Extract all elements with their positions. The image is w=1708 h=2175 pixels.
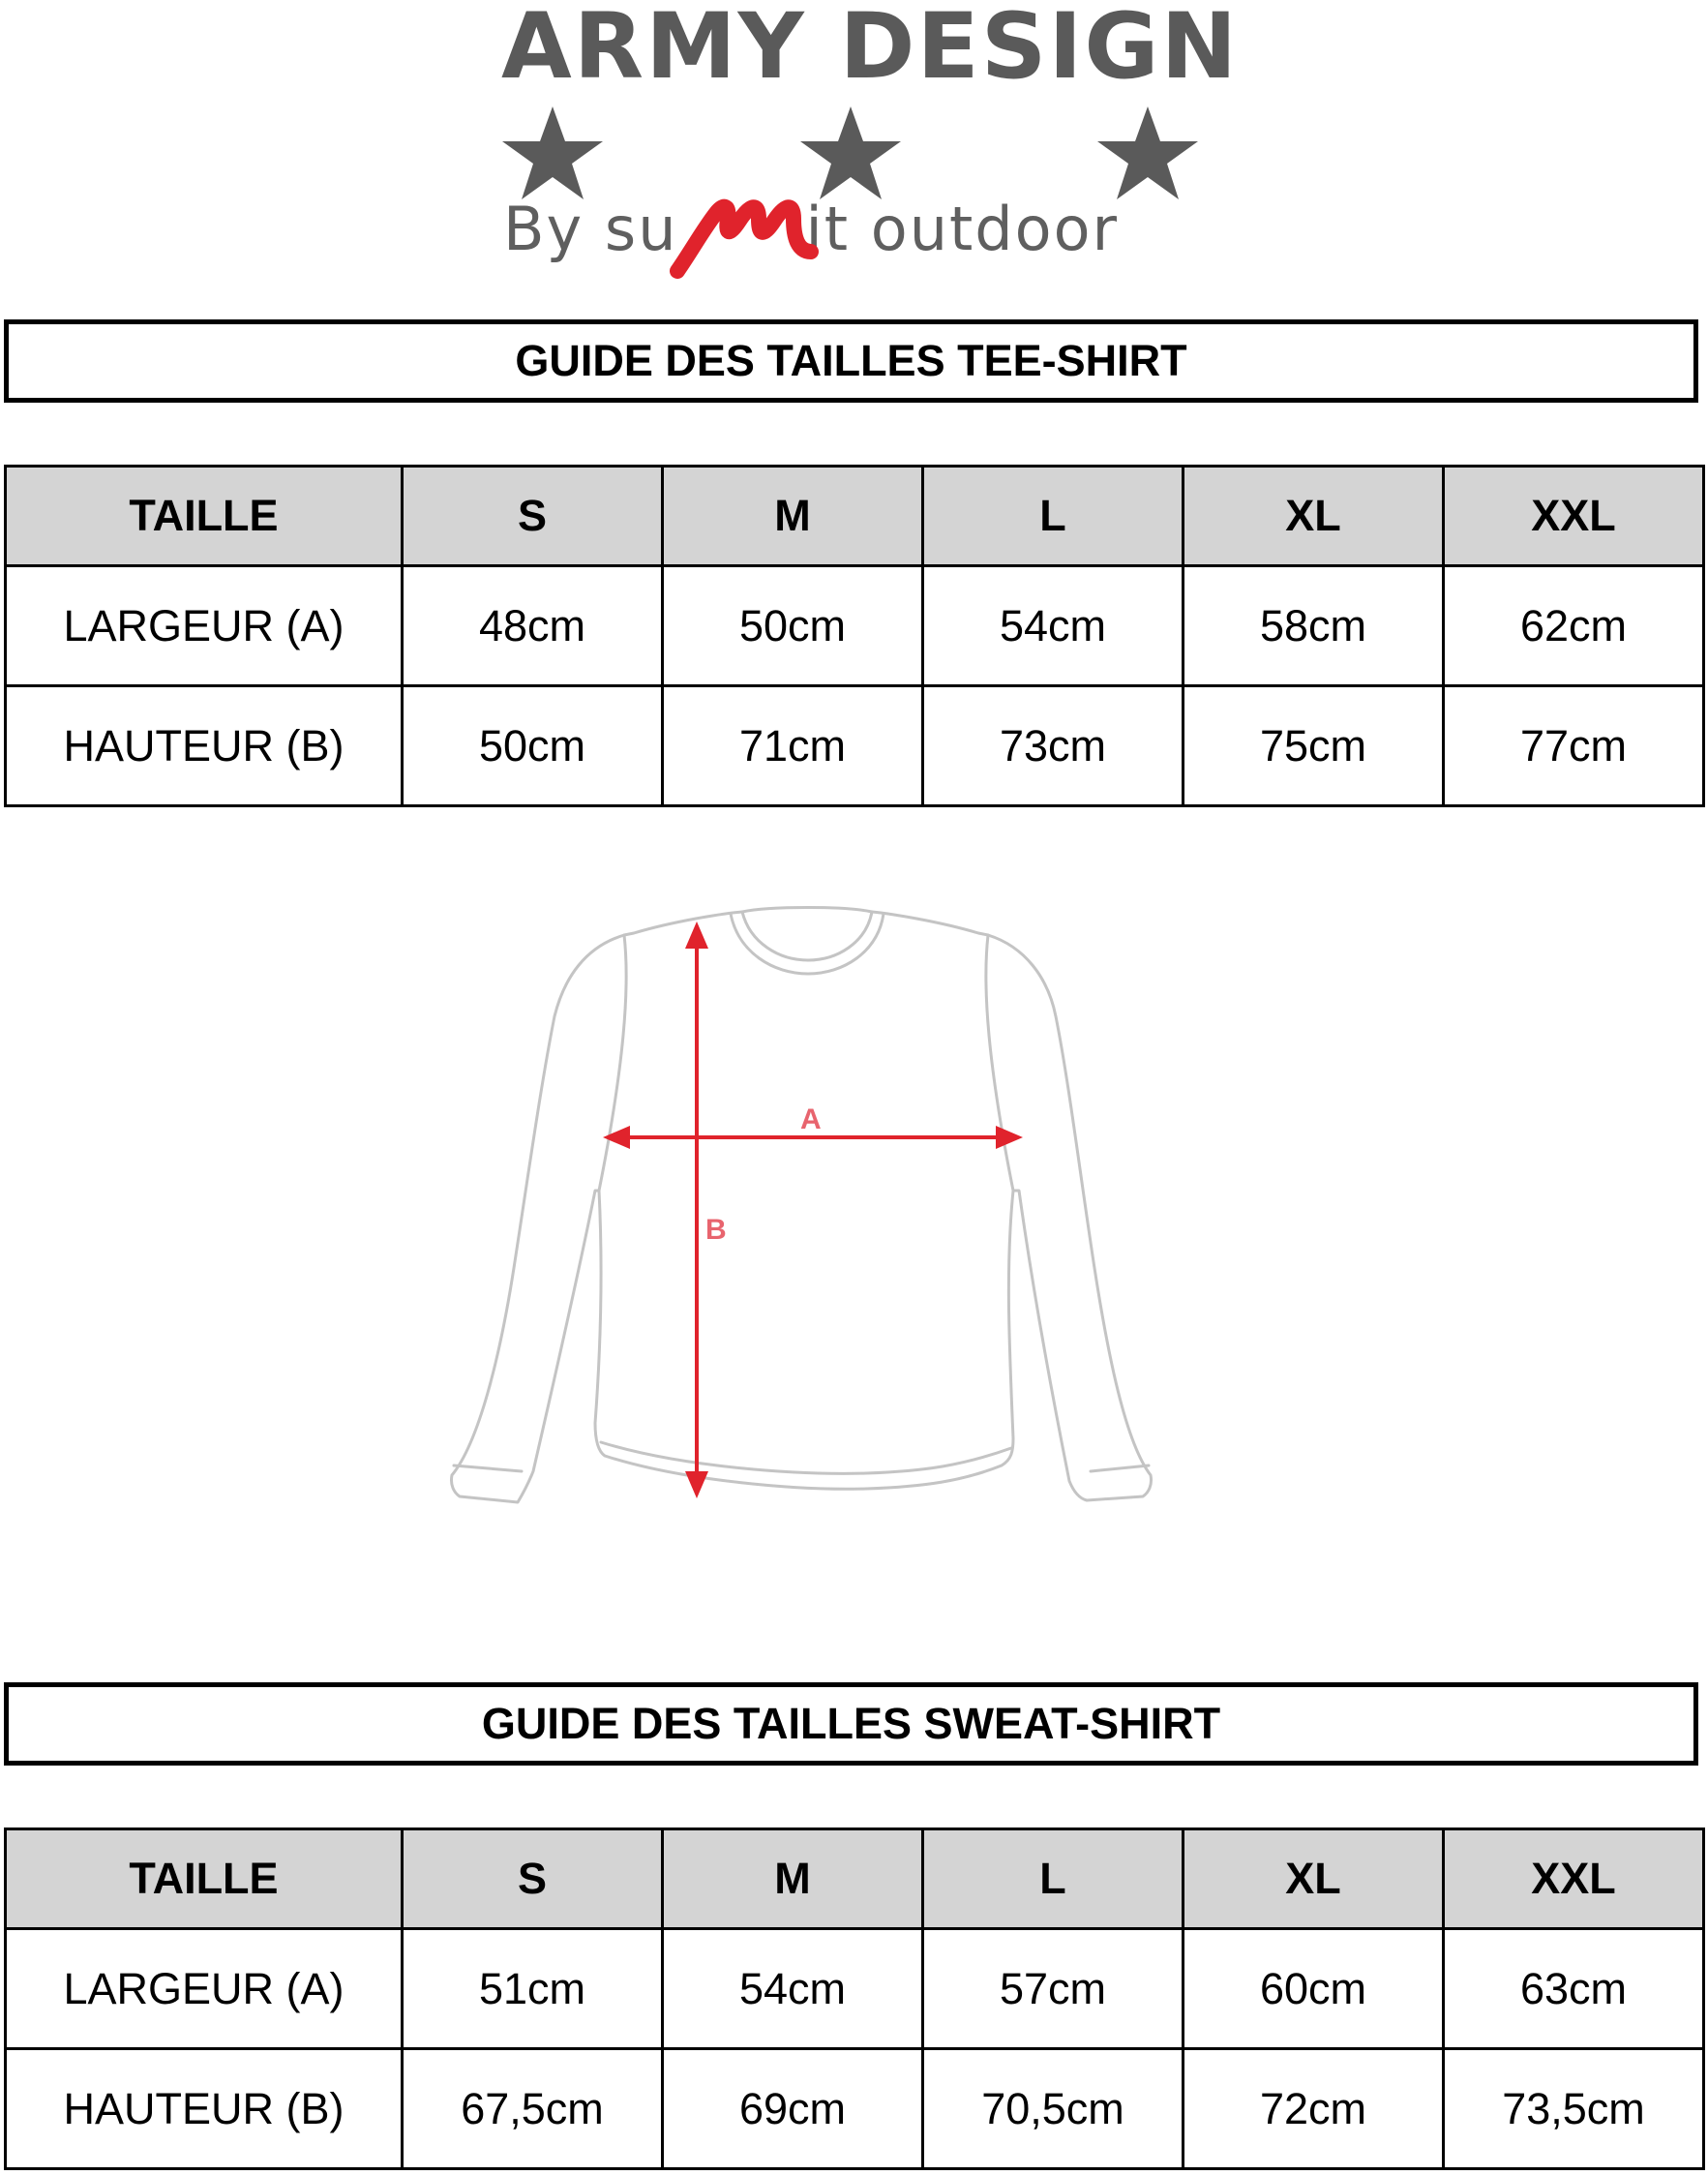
sweat-size-guide-title: GUIDE DES TAILLES SWEAT-SHIRT <box>4 1682 1698 1766</box>
summit-mm-logo-mark <box>670 192 824 279</box>
table-cell: 62cm <box>1444 566 1704 686</box>
header-cell: XXL <box>1444 467 1704 566</box>
arrow-up-icon <box>685 921 708 949</box>
header-cell: L <box>923 1829 1184 1929</box>
table-cell: 54cm <box>923 566 1184 686</box>
table-row <box>6 1929 1704 2049</box>
arrow-down-icon <box>685 1471 708 1498</box>
arrow-right-icon <box>996 1126 1023 1149</box>
row-label: HAUTEUR (B) <box>6 2049 403 2169</box>
table-cell: 70,5cm <box>923 2049 1184 2169</box>
dimension-label-a: A <box>800 1103 822 1135</box>
row-label: HAUTEUR (B) <box>6 686 403 806</box>
dimension-label-b: B <box>705 1214 727 1246</box>
star-icon <box>796 105 905 201</box>
header-cell: S <box>403 1829 663 1929</box>
table-cell: 73,5cm <box>1444 2049 1704 2169</box>
tagline-prefix: By su <box>503 194 678 264</box>
dimension-arrows <box>603 921 1023 1498</box>
table-cell: 57cm <box>923 1929 1184 2049</box>
table-cell: 77cm <box>1444 686 1704 806</box>
tee-size-table <box>4 465 1705 807</box>
header-cell: XXL <box>1444 1829 1704 1929</box>
table-cell: 69cm <box>663 2049 923 2169</box>
header-cell: M <box>663 1829 923 1929</box>
table-cell: 58cm <box>1184 566 1444 686</box>
header-cell: XL <box>1184 1829 1444 1929</box>
table-cell: 63cm <box>1444 1929 1704 2049</box>
table-row <box>6 686 1704 806</box>
table-cell: 67,5cm <box>403 2049 663 2169</box>
header-cell: TAILLE <box>6 1829 403 1929</box>
header-cell: M <box>663 467 923 566</box>
header-cell: L <box>923 467 1184 566</box>
tagline-suffix: it outdoor <box>805 194 1120 264</box>
row-label: LARGEUR (A) <box>6 1929 403 2049</box>
row-label: LARGEUR (A) <box>6 566 403 686</box>
table-header-row <box>6 467 1704 566</box>
table-cell: 50cm <box>403 686 663 806</box>
table-header-row <box>6 1829 1704 1929</box>
table-cell: 48cm <box>403 566 663 686</box>
shirt-measurement-diagram <box>440 900 1195 1520</box>
sweat-size-table <box>4 1828 1705 2170</box>
header-cell: XL <box>1184 467 1444 566</box>
long-sleeve-shirt-icon <box>451 908 1151 1503</box>
header-cell: S <box>403 467 663 566</box>
header-cell: TAILLE <box>6 467 403 566</box>
table-row <box>6 566 1704 686</box>
table-row <box>6 2049 1704 2169</box>
table-cell: 75cm <box>1184 686 1444 806</box>
table-cell: 60cm <box>1184 1929 1444 2049</box>
table-cell: 73cm <box>923 686 1184 806</box>
brand-logo <box>484 0 1239 281</box>
table-cell: 71cm <box>663 686 923 806</box>
table-cell: 50cm <box>663 566 923 686</box>
brand-name: ARMY DESIGN <box>501 0 1240 100</box>
star-icon <box>1094 105 1202 201</box>
table-cell: 72cm <box>1184 2049 1444 2169</box>
table-cell: 54cm <box>663 1929 923 2049</box>
table-cell: 51cm <box>403 1929 663 2049</box>
tee-size-guide-title: GUIDE DES TAILLES TEE-SHIRT <box>4 319 1698 403</box>
star-icon <box>498 105 607 201</box>
